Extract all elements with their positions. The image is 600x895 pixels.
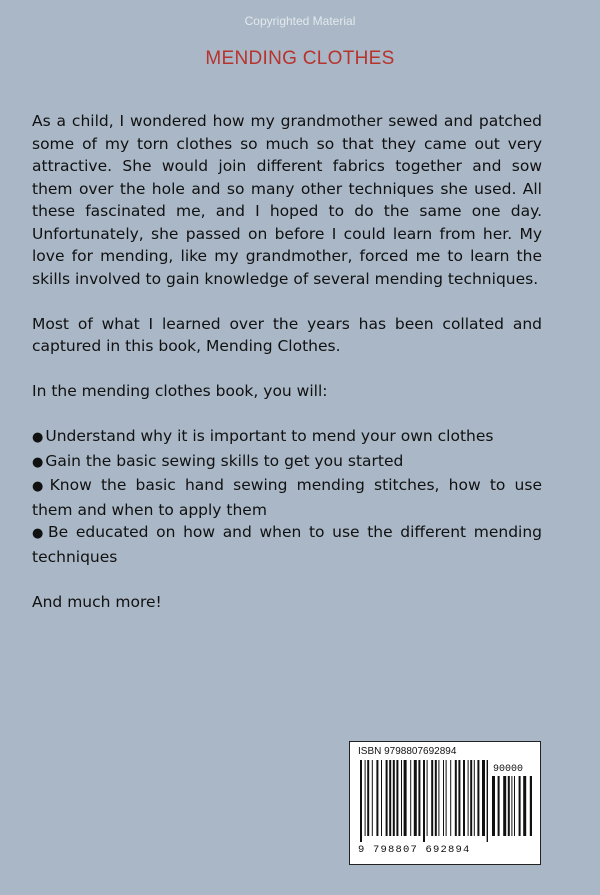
price-code: 90000 <box>493 764 524 775</box>
list-item <box>32 425 542 450</box>
barcode-digits: 9 798807 692894 <box>358 844 471 856</box>
bullet-icon: ● <box>32 479 48 494</box>
back-cover-text <box>32 110 542 613</box>
list-item-text: Know the basic hand sewing mending stitches, how to use them and when to apply them <box>32 476 542 519</box>
isbn-barcode <box>349 741 541 865</box>
benefits-list <box>32 425 542 568</box>
list-item <box>32 521 542 568</box>
closing-line: And much more! <box>32 592 162 611</box>
bullet-icon: ● <box>32 526 47 541</box>
watermark: Copyrighted Material <box>244 14 356 28</box>
list-item-text: Gain the basic sewing skills to get you started <box>45 451 404 470</box>
list-item <box>32 450 542 475</box>
barcode-bars-icon <box>360 760 488 842</box>
lead-in-paragraph: In the mending clothes book, you will: <box>32 382 328 400</box>
intro-paragraph: As a child, I wondered how my grandmother sewed and patched some of my torn clothes so much so that they came out very attractive. She would join different fabrics together and sow them over the hole and so many other techniques she used. All these fascinated me, and I hoped to do the same one day. Unfortunately, she passed on before I could learn from her. My love for mending, like my grandmother, forced me to learn the skills involved to gain knowledge of several mending techniques. <box>32 112 542 288</box>
list-item-text: Understand why it is important to mend your own clothes <box>45 427 494 445</box>
isbn-label: ISBN 9798807692894 <box>358 746 457 757</box>
bullet-icon: ● <box>32 430 44 445</box>
list-item <box>32 474 542 521</box>
addon-barcode-icon <box>492 776 532 842</box>
page-title: MENDING CLOTHES <box>205 48 395 69</box>
bullet-icon: ● <box>32 454 44 470</box>
summary-paragraph: Most of what I learned over the years has been collated and captured in this book, Mending Clothes. <box>32 314 542 355</box>
list-item-text: Be educated on how and when to use the different mending techniques <box>32 523 543 566</box>
